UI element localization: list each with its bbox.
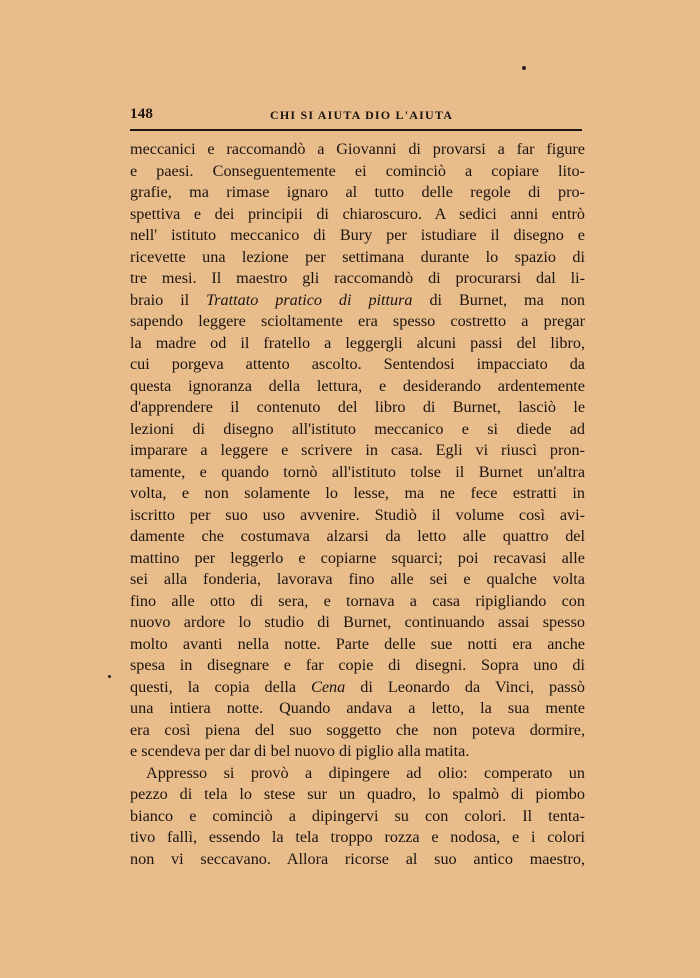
text-line: lezioni di disegno all'istituto meccanico e si diede ad: [130, 419, 585, 438]
text-line: cui porgeva attento ascolto. Sentendosi impacciato da: [130, 355, 585, 373]
text-run: questi, la copia della: [130, 677, 312, 696]
text-line: volta, e non solamente lo lesse, ma ne fece estratti in: [130, 484, 585, 502]
text-line: meccanici e raccomandò a Giovanni di provarsi a far figure: [130, 140, 585, 158]
artwork-title: Cena: [311, 677, 346, 696]
text-line: damente che costumava alzarsi da letto alle quattro del: [130, 527, 585, 545]
running-head: CHI SI AIUTA DIO L'AIUTA: [270, 108, 454, 122]
header-rule: [130, 129, 582, 131]
text-line: fino alle otto di sera, e tornava a casa ripigliando con: [130, 591, 585, 610]
ink-speck: [108, 675, 111, 678]
text-line: d'apprendere il contenuto del libro di Burnet, lasciò le: [130, 398, 585, 416]
text-line: grafie, ma rimase ignaro al tutto delle regole di pro-: [130, 183, 585, 201]
text-line: iscritto per suo uso avvenire. Studiò il volume così avi-: [130, 505, 585, 524]
body-text: [130, 139, 585, 870]
page-header: [130, 106, 586, 126]
text-line: nell' istituto meccanico di Bury per istudiare il disegno e: [130, 226, 585, 244]
text-line: e paesi. Conseguentemente ei cominciò a copiare lito-: [130, 161, 585, 180]
text-line: imparare a leggere e scrivere in casa. Egli vi riuscì pron-: [130, 441, 585, 459]
text-line: mattino per leggerlo e copiarne squarci; poi recavasi alle: [130, 548, 585, 567]
ink-speck: [522, 66, 526, 70]
text-line: pezzo di tela lo stese sur un quadro, lo spalmò di piombo: [130, 785, 585, 803]
text-line: spesa in disegnare e far copie di disegni. Sopra uno di: [130, 656, 585, 674]
text-line: tamente, e quando tornò all'istituto tolse il Burnet un'altra: [130, 462, 585, 481]
text-line: molto avanti nella notte. Parte delle sue notti era anche: [130, 634, 585, 653]
text-run: di Burnet, ma non: [412, 290, 585, 309]
page-number: 148: [130, 106, 154, 122]
text-line: [130, 290, 585, 312]
text-line: una intiera notte. Quando andava a letto, la sua mente: [130, 699, 585, 717]
text-run: braio il: [130, 290, 207, 309]
text-line: tre mesi. Il maestro gli raccomandò di procurarsi dal li-: [130, 269, 585, 287]
text-line: spettiva e dei principii di chiaroscuro. A sedici anni entrò: [130, 204, 585, 223]
text-line: era così piena del suo soggetto che non poteva dormire,: [130, 720, 585, 739]
text-line: la madre od il fratello a leggergli alcuni passi del libro,: [130, 333, 585, 352]
book-title: Trattato pratico di pittura: [206, 290, 413, 309]
text-line: sapendo leggere scioltamente era spesso costretto a pregar: [130, 312, 585, 330]
text-line: sei alla fonderia, lavorava fino alle sei e qualche volta: [130, 570, 585, 588]
text-run: di Leonardo da Vinci, passò: [345, 677, 585, 696]
text-line: questa ignoranza della lettura, e desiderando ardentemente: [130, 376, 585, 395]
text-line: non vi seccavano. Allora ricorse al suo antico maestro,: [130, 849, 585, 868]
text-line: [130, 677, 585, 699]
text-line: ricevette una lezione per settimana durante lo spazio di: [130, 247, 585, 266]
paragraph-first-line: Appresso si provò a dipingere ad olio: comperato un: [146, 763, 585, 782]
text-line: nuovo ardore lo studio di Burnet, continuando assai spesso: [130, 613, 585, 631]
text-line: bianco e cominciò a dipingervi su con colori. Il tenta-: [130, 806, 585, 825]
text-line: e scendeva per dar di bel nuovo di piglio alla matita.: [130, 742, 470, 760]
text-line: tivo fallì, essendo la tela troppo rozza e nodosa, e i colori: [130, 828, 585, 846]
